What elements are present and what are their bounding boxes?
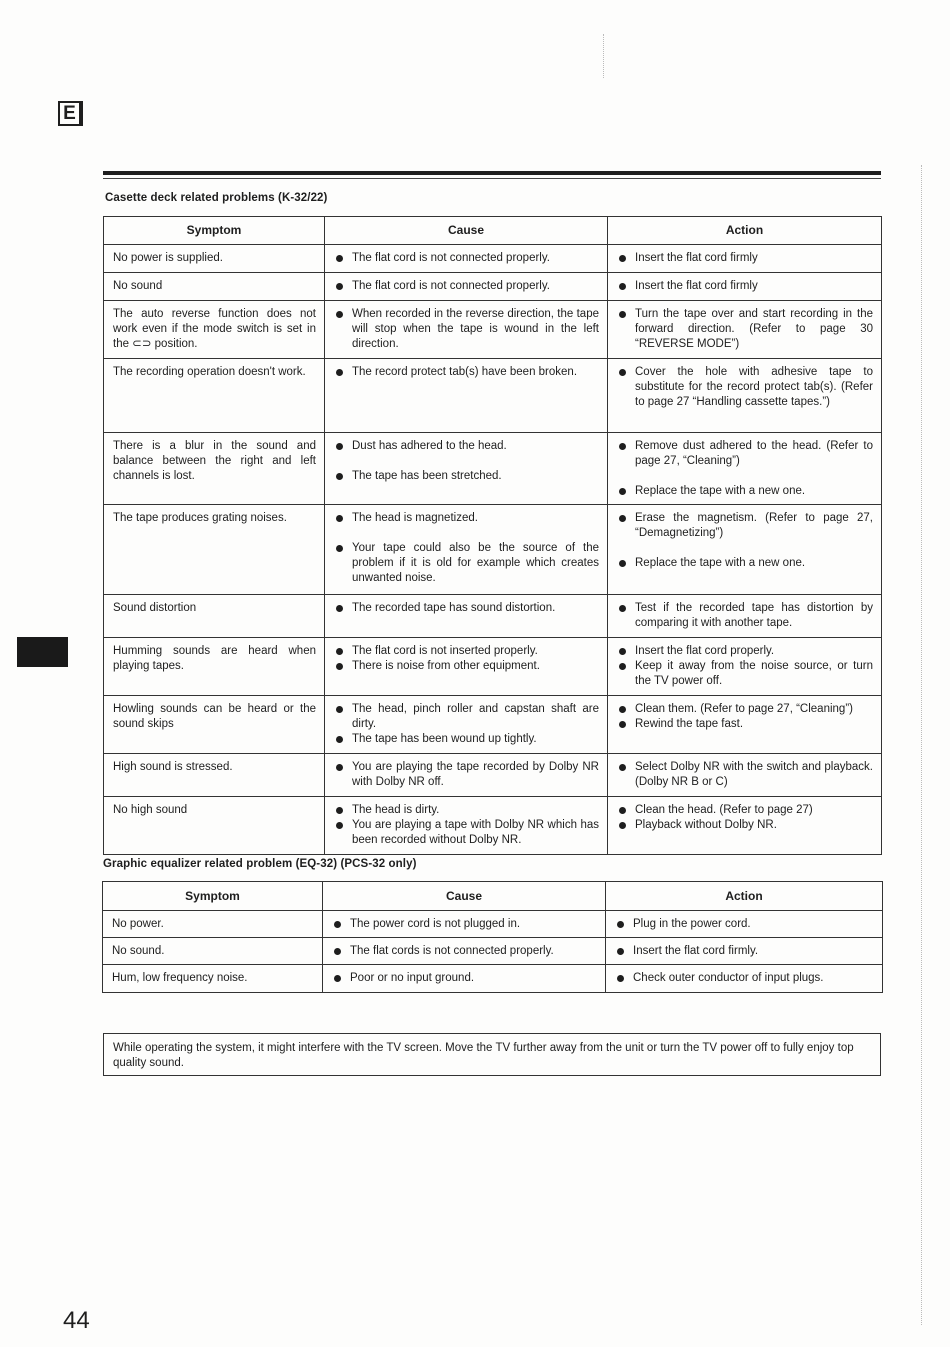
- action-cell: [608, 797, 882, 855]
- cause-cell: [325, 505, 608, 595]
- cause-list: [332, 971, 597, 986]
- table-row: [104, 505, 882, 595]
- symptom-cell: There is a blur in the sound and balance between the right and left channels is lost.: [104, 433, 325, 505]
- table-header-row: [103, 882, 883, 911]
- symptom-cell: Hum, low frequency noise.: [103, 965, 323, 993]
- symptom-cell: No power is supplied.: [104, 245, 325, 273]
- table-row: [104, 433, 882, 505]
- action-cell: [608, 301, 882, 359]
- cause-list: [334, 251, 599, 266]
- cause-item: The flat cords is not connected properly.: [332, 944, 597, 959]
- cause-item: The record protect tab(s) have been broken.: [334, 365, 599, 380]
- cause-item: The head is dirty.: [334, 803, 599, 818]
- action-cell: [606, 965, 883, 993]
- table-row: [104, 797, 882, 855]
- action-item: Erase the magnetism. (Refer to page 27, “Demagnetizing”): [617, 511, 873, 541]
- table-row: [104, 273, 882, 301]
- cause-list: [332, 917, 597, 932]
- action-item: Insert the flat cord properly.: [617, 644, 873, 659]
- action-item: Keep it away from the noise source, or turn the TV power off.: [617, 659, 873, 689]
- action-list: [617, 251, 873, 266]
- action-cell: [608, 359, 882, 433]
- cause-header: Cause: [323, 882, 606, 911]
- cause-item: The head, pinch roller and capstan shaft are dirty.: [334, 702, 599, 732]
- symptom-cell: No sound.: [103, 938, 323, 965]
- scan-artifact-edge: [921, 165, 923, 1325]
- table-row: [103, 938, 883, 965]
- cause-list: [334, 760, 599, 790]
- action-item: Replace the tape with a new one.: [617, 556, 873, 571]
- action-list: [615, 971, 874, 986]
- action-list: [617, 601, 873, 631]
- cause-cell: [325, 754, 608, 797]
- equalizer-section-title: Graphic equalizer related problem (EQ-32) (PCS-32 only): [103, 858, 417, 870]
- action-list: [617, 365, 873, 410]
- action-list: [615, 944, 874, 959]
- action-cell: [606, 938, 883, 965]
- cause-list: [334, 511, 599, 586]
- action-item: Check outer conductor of input plugs.: [615, 971, 874, 986]
- cause-cell: [325, 696, 608, 754]
- cause-list: [334, 644, 599, 674]
- cause-item: The head is magnetized.: [334, 511, 599, 526]
- equalizer-problems-table: [102, 881, 883, 993]
- cause-cell: [325, 245, 608, 273]
- cause-item: Dust has adhered to the head.: [334, 439, 599, 454]
- symptom-cell: No sound: [104, 273, 325, 301]
- action-list: [617, 307, 873, 352]
- action-cell: [608, 754, 882, 797]
- header-rule-thin: [103, 178, 881, 179]
- action-item: Plug in the power cord.: [615, 917, 874, 932]
- action-item: Playback without Dolby NR.: [617, 818, 873, 833]
- symptom-cell: No power.: [103, 911, 323, 938]
- action-item: Select Dolby NR with the switch and playback. (Dolby NR B or C): [617, 760, 873, 790]
- action-item: Clean them. (Refer to page 27, “Cleaning”): [617, 702, 873, 717]
- cause-cell: [325, 273, 608, 301]
- cause-item: The power cord is not plugged in.: [332, 917, 597, 932]
- cause-cell: [323, 911, 606, 938]
- cause-list: [334, 307, 599, 352]
- cause-item: The flat cord is not connected properly.: [334, 279, 599, 294]
- action-list: [617, 702, 873, 732]
- symptom-cell: High sound is stressed.: [104, 754, 325, 797]
- cause-cell: [325, 301, 608, 359]
- action-item: Insert the flat cord firmly.: [615, 944, 874, 959]
- cause-list: [334, 702, 599, 747]
- action-list: [617, 511, 873, 571]
- action-cell: [608, 638, 882, 696]
- symptom-cell: The recording operation doesn't work.: [104, 359, 325, 433]
- action-header: Action: [606, 882, 883, 911]
- action-cell: [608, 595, 882, 638]
- page-number: 44: [63, 1307, 90, 1334]
- symptom-cell: The tape produces grating noises.: [104, 505, 325, 595]
- cassette-problems-table: [103, 216, 882, 855]
- table-row: [104, 638, 882, 696]
- symptom-cell: The auto reverse function does not work even if the mode switch is set in the ⊂⊃ position.: [104, 301, 325, 359]
- symptom-cell: Humming sounds are heard when playing tapes.: [104, 638, 325, 696]
- table-row: [103, 965, 883, 993]
- symptom-cell: Howling sounds can be heard or the sound skips: [104, 696, 325, 754]
- action-cell: [608, 505, 882, 595]
- action-list: [617, 803, 873, 833]
- cause-cell: [325, 797, 608, 855]
- cause-cell: [325, 595, 608, 638]
- action-list: [617, 644, 873, 689]
- action-list: [617, 279, 873, 294]
- action-list: [617, 439, 873, 499]
- cause-cell: [325, 359, 608, 433]
- side-index-tab: [17, 637, 68, 667]
- action-cell: [608, 696, 882, 754]
- action-item: Cover the hole with adhesive tape to substitute for the record protect tab(s). (Refer to page 27 “Handling cassette tapes.”): [617, 365, 873, 410]
- table-row: [104, 301, 882, 359]
- symptom-header: Symptom: [103, 882, 323, 911]
- symptom-cell: Sound distortion: [104, 595, 325, 638]
- symptom-cell: No high sound: [104, 797, 325, 855]
- cause-item: The flat cord is not connected properly.: [334, 251, 599, 266]
- table-row: [104, 595, 882, 638]
- action-item: Clean the head. (Refer to page 27): [617, 803, 873, 818]
- cause-item: The recorded tape has sound distortion.: [334, 601, 599, 616]
- cause-item: The tape has been stretched.: [334, 469, 599, 484]
- table-row: [104, 245, 882, 273]
- table-header-row: [104, 217, 882, 245]
- action-list: [615, 917, 874, 932]
- language-badge: E: [58, 101, 83, 126]
- table-row: [104, 754, 882, 797]
- cause-cell: [323, 938, 606, 965]
- cause-item: The flat cord is not inserted properly.: [334, 644, 599, 659]
- action-cell: [608, 245, 882, 273]
- table-row: [104, 359, 882, 433]
- table-row: [103, 911, 883, 938]
- cause-cell: [325, 433, 608, 505]
- cause-list: [334, 279, 599, 294]
- cause-cell: [323, 965, 606, 993]
- table-row: [104, 696, 882, 754]
- cause-list: [334, 601, 599, 616]
- action-list: [617, 760, 873, 790]
- action-cell: [608, 273, 882, 301]
- cause-list: [332, 944, 597, 959]
- cause-list: [334, 803, 599, 848]
- cause-item: When recorded in the reverse direction, the tape will stop when the tape is wound in the left direction.: [334, 307, 599, 352]
- symptom-header: Symptom: [104, 217, 325, 245]
- action-item: Turn the tape over and start recording in the forward direction. (Refer to page 30 “REVERSE MODE”): [617, 307, 873, 352]
- scan-artifact: [603, 34, 605, 78]
- tv-interference-note: While operating the system, it might interfere with the TV screen. Move the TV further away from the unit or turn the TV power off to fully enjoy top quality sound.: [103, 1033, 881, 1076]
- action-cell: [606, 911, 883, 938]
- action-header: Action: [608, 217, 882, 245]
- action-cell: [608, 433, 882, 505]
- cause-item: You are playing the tape recorded by Dolby NR with Dolby NR off.: [334, 760, 599, 790]
- action-item: Test if the recorded tape has distortion by comparing it with another tape.: [617, 601, 873, 631]
- cause-header: Cause: [325, 217, 608, 245]
- cause-item: The tape has been wound up tightly.: [334, 732, 599, 747]
- cause-item: You are playing a tape with Dolby NR which has been recorded without Dolby NR.: [334, 818, 599, 848]
- cause-item: There is noise from other equipment.: [334, 659, 599, 674]
- action-item: Rewind the tape fast.: [617, 717, 873, 732]
- action-item: Replace the tape with a new one.: [617, 484, 873, 499]
- action-item: Remove dust adhered to the head. (Refer to page 27, “Cleaning”): [617, 439, 873, 469]
- cause-item: Your tape could also be the source of the problem if it is old for example which creates unwanted noise.: [334, 541, 599, 586]
- action-item: Insert the flat cord firmly: [617, 279, 873, 294]
- header-rule-thick: [103, 171, 881, 175]
- cause-list: [334, 439, 599, 484]
- action-item: Insert the flat cord firmly: [617, 251, 873, 266]
- cassette-section-title: Casette deck related problems (K-32/22): [105, 192, 328, 204]
- cause-item: Poor or no input ground.: [332, 971, 597, 986]
- cause-list: [334, 365, 599, 380]
- cause-cell: [325, 638, 608, 696]
